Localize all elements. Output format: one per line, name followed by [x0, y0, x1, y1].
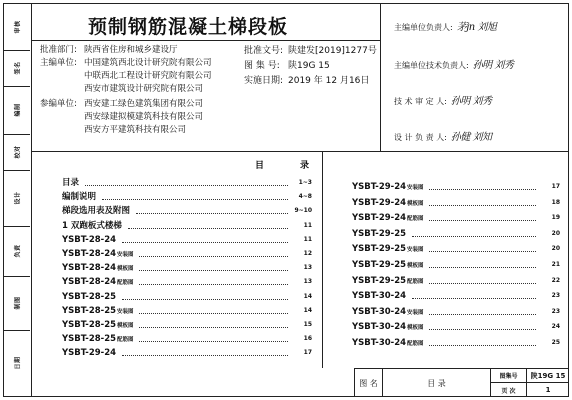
toc-entry — [62, 190, 314, 204]
strip-cell: 设计 — [4, 170, 30, 227]
toc-leader-dots — [139, 318, 288, 328]
page-title: 预制钢筋混凝土梯段板 — [88, 16, 289, 38]
toc-entry-label: YSBT-29-24 — [352, 197, 407, 208]
toc-leader-dots — [122, 290, 288, 300]
toc-leader-dots — [429, 336, 536, 346]
toc-entry-label: YSBT-29-25 — [352, 275, 407, 286]
toc-entry-subtitle: 模板图 — [117, 323, 134, 329]
toc-entry-label: YSBT-29-25 — [352, 244, 407, 255]
atlas-number: 陕19G 15 — [527, 369, 569, 383]
signature: 孙明 刘秀 — [472, 60, 514, 71]
toc-entry-label: 梯段选用表及附图 — [62, 206, 131, 217]
toc-entry-label: YSBT-28-25 — [62, 334, 117, 345]
header — [32, 4, 568, 152]
toc-entry — [62, 176, 314, 190]
toc-entry — [62, 261, 314, 275]
signature: 孙明 刘秀 — [450, 96, 492, 107]
toc-entry-label: 目录 — [62, 178, 80, 188]
toc-entry-label: YSBT-28-24 — [62, 234, 117, 245]
toc-entry-page: 15 — [303, 321, 312, 328]
toc-leader-dots — [429, 180, 536, 190]
approval-info: 批准文号: 陕建发[2019]1277号 图 集 号: 陕19G 15 实施日期: 2019 年 12 月16日 — [244, 46, 377, 86]
toc-entry-label: YSBT-29-25 — [352, 260, 407, 270]
toc-entry-label: YSBT-30-24 — [352, 306, 407, 317]
title-name: 目 录 — [383, 369, 491, 397]
toc-entry — [352, 320, 562, 334]
toc-entry — [62, 275, 314, 289]
toc-leader-dots — [412, 227, 536, 237]
toc-leader-dots — [139, 275, 288, 285]
toc-entry-label: YSBT-30-24 — [352, 322, 407, 333]
toc-leader-dots — [429, 211, 536, 221]
toc-leader-dots — [139, 261, 288, 271]
toc-entry — [62, 219, 314, 233]
toc-entry-subtitle: 配筋图 — [407, 278, 424, 285]
strip-cell: 签名 — [4, 50, 30, 87]
toc-entry — [62, 290, 314, 304]
toc-leader-dots — [85, 176, 288, 186]
toc-leader-dots — [429, 274, 536, 284]
toc-entry-page: 14 — [303, 306, 312, 314]
toc-entry-page: 20 — [551, 229, 560, 237]
toc-entry-page: 13 — [303, 264, 312, 272]
signature: 孙健 刘知 — [450, 132, 492, 143]
toc-entry-page: 4~8 — [298, 193, 312, 201]
toc-entry-page: 11 — [303, 235, 312, 243]
toc-entry-subtitle: 模板图 — [407, 263, 424, 269]
toc-entry-subtitle: 安装图 — [407, 309, 424, 316]
toc-entry — [352, 211, 562, 225]
toc-entry-page: 1~3 — [298, 179, 312, 186]
strip-cell: 校对 — [4, 134, 30, 171]
toc-leader-dots — [139, 247, 288, 257]
toc-entry — [352, 196, 562, 210]
toc-leader-dots — [412, 289, 536, 299]
toc-entry-page: 18 — [551, 198, 560, 206]
atlas-label: 图集号 — [491, 369, 527, 383]
toc-entry — [352, 289, 562, 303]
signature-row: 主编单位技术负责人: 孙明 刘秀 — [394, 60, 514, 71]
toc-entry — [352, 336, 562, 350]
strip-cell: 制图 — [4, 276, 30, 331]
toc-entry-page: 25 — [551, 339, 560, 346]
toc-leader-dots — [122, 233, 288, 243]
toc-entry-label: YSBT-28-24 — [62, 263, 117, 274]
toc-entry — [62, 204, 314, 218]
signature-row: 主编单位负责人: 茅jn 刘旭 — [394, 22, 497, 33]
toc-leader-dots — [429, 258, 536, 268]
toc-entry-page: 17 — [303, 349, 312, 357]
toc-entry-label: YSBT-28-25 — [62, 320, 117, 330]
toc-entry-label: 1 双跑板式楼梯 — [62, 220, 122, 231]
toc-entry — [352, 227, 562, 241]
toc-entry-subtitle: 安装图 — [117, 252, 134, 258]
toc-entry-page: 23 — [551, 307, 560, 315]
toc-entry-label: YSBT-30-24 — [352, 338, 407, 348]
page-number: 1 — [545, 386, 551, 394]
approval-block: 批准部门: 陕西省住房和城乡建设厅 主编单位: 中国建筑西北设计研究院有限公司 中联西北工程设计研究院有限公司 西安市建筑设计研究院有限公司 参编单位: 西安建工绿色建筑集团有限公司 西安绿建拟模建筑科技有限公司 西安方平建筑科技有限公司 — [40, 45, 212, 135]
toc-entry-page: 24 — [551, 323, 560, 331]
toc-entry — [62, 318, 314, 332]
binding-strip — [4, 4, 32, 396]
toc-entry-label: YSBT-29-24 — [352, 182, 407, 192]
title-name-label: 图 名 — [355, 369, 383, 397]
toc-entry-label: 编制说明 — [62, 192, 97, 203]
toc-entry — [352, 258, 562, 272]
toc-entry — [352, 242, 562, 256]
divider — [380, 4, 381, 152]
toc-entry — [62, 332, 314, 346]
toc-entry-subtitle: 配筋图 — [117, 337, 134, 344]
toc-entry-page: 16 — [303, 335, 312, 343]
toc-entry-subtitle: 模板图 — [407, 200, 424, 207]
toc-entry — [352, 180, 562, 194]
toc-leader-dots — [102, 190, 288, 200]
toc-entry-page: 20 — [551, 245, 560, 253]
toc-leader-dots — [128, 219, 288, 229]
toc-entry-page: 19 — [551, 214, 560, 222]
toc-entry-subtitle: 模板图 — [407, 325, 424, 332]
toc-entry-label: YSBT-28-25 — [62, 305, 117, 316]
strip-cell: 编制 — [4, 86, 30, 135]
toc-entry-subtitle: 安装图 — [117, 308, 134, 315]
divider — [32, 40, 380, 41]
toc-entry-label: YSBT-28-24 — [62, 249, 117, 259]
toc-leader-dots — [429, 320, 536, 330]
page-label: 页 次 — [491, 383, 527, 397]
toc-entry — [62, 304, 314, 318]
strip-cell: 审核 — [4, 4, 30, 51]
toc-entry-page: 14 — [303, 292, 312, 300]
toc-entry-subtitle: 安装图 — [407, 247, 424, 254]
toc-entry-page: 23 — [551, 292, 560, 300]
toc-entry-page: 9~10 — [294, 207, 312, 215]
toc-entry-label: YSBT-28-25 — [62, 291, 117, 302]
toc-entry-label: YSBT-29-24 — [352, 213, 407, 224]
toc-leader-dots — [429, 242, 536, 252]
toc-entry — [62, 233, 314, 247]
toc-entry-label: YSBT-30-24 — [352, 291, 407, 302]
toc-entry — [62, 247, 314, 261]
toc-leader-dots — [429, 196, 536, 206]
toc-entry-page: 12 — [303, 250, 312, 257]
signature: 茅jn 刘旭 — [456, 22, 497, 33]
toc-entry-label: YSBT-29-25 — [352, 228, 407, 239]
title-block — [354, 368, 568, 396]
signature-row: 设 计 负 责 人: 孙健 刘知 — [394, 132, 492, 143]
toc-leader-dots — [139, 304, 288, 314]
toc-entry-page: 21 — [551, 261, 560, 268]
toc-entry-page: 13 — [303, 278, 312, 286]
toc-leader-dots — [429, 305, 536, 315]
toc-title: 目录 — [254, 161, 345, 171]
divider — [322, 152, 323, 368]
signature-row: 技 术 审 定 人: 孙明 刘秀 — [394, 96, 492, 107]
strip-cell: 负责 — [4, 226, 30, 277]
drawing-sheet — [3, 3, 569, 397]
toc-entry-label: YSBT-28-24 — [62, 277, 117, 288]
toc-leader-dots — [122, 346, 288, 356]
toc-entry-subtitle: 模板图 — [117, 266, 134, 273]
toc-entry-label: YSBT-29-24 — [62, 348, 117, 359]
toc-entry-page: 22 — [551, 276, 560, 284]
toc-leader-dots — [136, 204, 288, 214]
strip-cell: 日期 — [14, 356, 22, 370]
toc-entry-page: 17 — [551, 183, 560, 190]
toc-entry — [62, 346, 314, 360]
toc-leader-dots — [139, 332, 288, 342]
toc-entry-subtitle: 安装图 — [407, 185, 424, 191]
toc-entry-subtitle: 配筋图 — [117, 280, 134, 287]
toc-entry — [352, 305, 562, 319]
main-area — [32, 4, 568, 396]
toc-entry — [352, 274, 562, 288]
toc-entry-subtitle: 配筋图 — [407, 341, 424, 347]
toc-entry-page: 11 — [303, 221, 312, 229]
toc-entry-subtitle: 配筋图 — [407, 216, 424, 223]
